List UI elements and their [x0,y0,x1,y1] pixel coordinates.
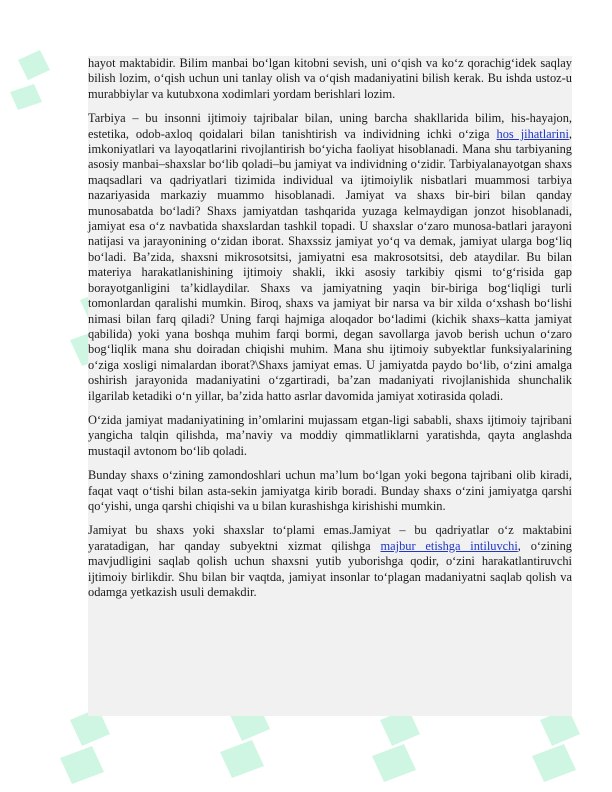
document-body [88,56,572,609]
watermark-mark [532,708,580,782]
paragraph-1: hayot maktabidir. Bilim manbai bo‘lgan kitobni sevish, uni o‘qish va ko‘z qorachig‘idek saqlay bilish lozim, o‘qish uchun uni tanlay olish va o‘qish madaniyatini bilish kerak. Bu ishda ustoz-u murabbiylar va kutubxona xodimlari yordam berishlari lozim. [88,56,572,101]
link-majbur-etishga-intiluvchi[interactable]: majbur etishga intiluvchi [380,538,518,553]
paragraph-4: Bunday shaxs o‘zining zamondoshlari uchun ma’lum bo‘lgan yoki begona tajribani olib kiradi, faqat vaqt o‘tishi bilan asta-sekin jamiyatga kirib boradi. Bunday shaxs o‘zini jamiyatga qarshi qo‘yishi, unga qarshi chiqishi va u bilan kurashishga kirishishi mumkin. [88,468,572,513]
paragraph-5-post: , o‘zining mavjudligini saqlab qolish uchun shaxsni yutib yuborishga qodir, o‘zini harakatlantiruvchi ijtimoiy birlikdir. Shu bilan bir vaqtda, jamiyat insonlar to‘plagan madaniyatni saqlab qolish va odamga yetkazish usuli demakdir. [88,538,572,599]
paragraph-5 [88,523,572,600]
paragraph-2 [88,111,572,404]
paragraph-2-pre: Tarbiya – bu insonni ijtimoiy tajribalar bilan, uning barcha shakllarida bilim, his-hayajon, estetika, odob-axloq qoidalari bilan tanishtirish va individning ichki o‘ziga [88,111,572,141]
paragraph-2-post: , imkoniyatlari va layoqatlarini rivojlantirish bo‘yicha faoliyat hisoblanadi. Mana shu tarbiyaning asosiy manbai–shaxslar bo‘lib qoladi–bu jamiyat va individning o‘zidir. Tarbiyalanayotgan shaxs maqsadlari va qadriyatlari tizimida individual va ijtimoiylik nisbatlari muammosi tarbiya nazariyasida markaziy muammo hisoblanadi. Jamiyat va shaxs bir-biri bilan qanday munosabatda bo‘ladi? Shaxs jamiyatdan tashqarida yuzaga kelmaydigan jonzot hisoblanadi, jamiyat esa o‘z navbatida shaxslardan tashkil topadi. U shaxslar o‘zaro munosa-batlari jarayoni natijasi va jarayonining o‘zidan iborat. Shaxssiz jamiyat yo‘q va demak, jamiyat ularga bog‘liq bo‘ladi. Ba’zida, shaxsni mikrosotsitsi, jamiyatni esa makrosotsitsi, deb ataydilar. Bu bilan materiya harakatlanishining ijtimoiy shakli, ikki asosiy tarkibiy qismi to‘g‘risida gap borayotganligini ta’kidlaydilar. Shaxs va jamiyatning yaqin bir-biriga bog‘liqligi turli tomonlardan qaralishi mumkin. Biroq, shaxs va jamiyat bir narsa va bir xilda o‘xshash bo‘lishi nimasi bilan farq qiladi? Uning farqi hajmiga aloqador bo‘ladimi (kichik shaxs–katta jamiyat qabilida) yoki yana boshqa muhim farqi bormi, degan savollarga javob berish uchun o‘zaro bog‘liqlik mana shu doiradan chiqishi muhim. Mana shu ijtimoiy subyektlar funksiyalarining o‘ziga xosligi nimalardan iborat?\Shaxs jamiyat emas. U jamiyatda paydo bo‘lib, o‘zini amalga oshirish jarayonida madaniyatini o‘zgartiradi, ba’zan madaniyati rivojlanishida shunchalik ilgarilab ketadiki o‘n yillar, ba’zida hatto asrlar davomida jamiyat xotirasida qoladi. [88,126,572,403]
paragraph-5-pre: Jamiyat bu shaxs yoki shaxslar to‘plami emas.Jamiyat – bu qadriyatlar o‘z maktabini yaratadigan, har qanday subyektni xizmat qilishga [88,523,572,553]
watermark-mark [60,708,110,784]
paragraph-3: O‘zida jamiyat madaniyatining in’omlarini mujassam etgan-ligi sababli, shaxs ijtimoiy tajribani yangicha talqin qilishda, ma’naviy va moddiy qimmatliklarni yaratishda, qayta anglashda mustaqil avtonom bo‘lib qoladi. [88,412,572,458]
link-hos-jihatlarini[interactable]: hos jihatlarini [496,126,569,141]
watermark-mark [372,708,420,782]
watermark-mark [10,50,50,110]
